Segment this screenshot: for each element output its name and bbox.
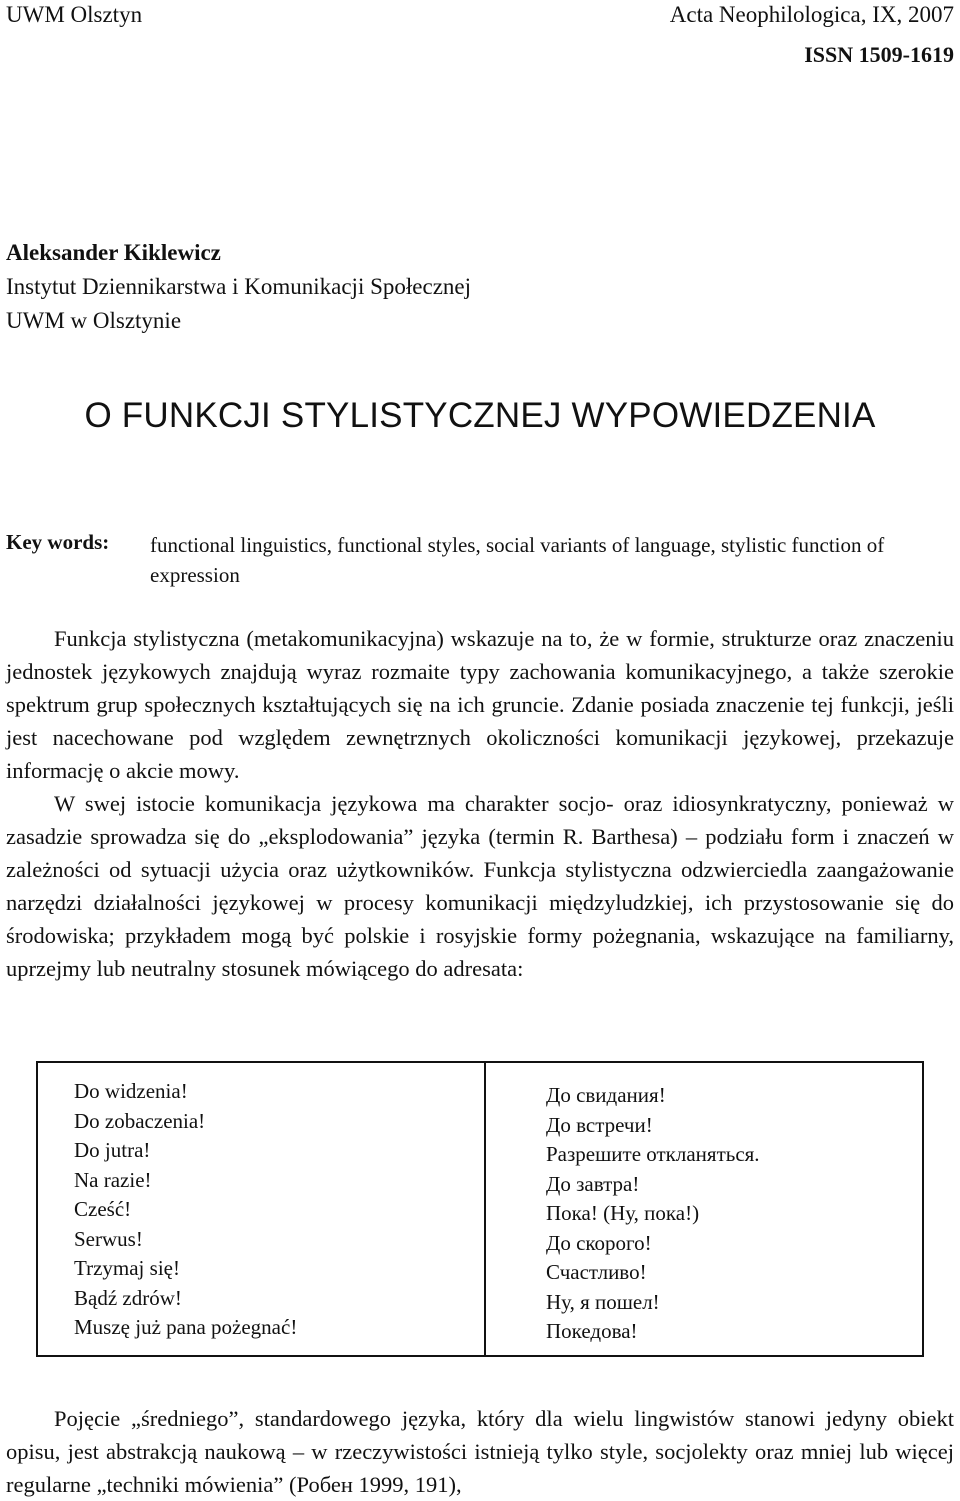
paragraph-1: Funkcja stylistyczna (metakomunikacyjna) wskazuje na to, że w formie, strukturze oraz znaczeniu jednostek językowych znajdują wyraz rozmaite typy zachowania komunikacyjnego, a także szerokie spektrum grup społecznych kształtujących się na ich gruncie. Zdanie posiada znaczenie tej funkcji, jeśli jest nacechowane pod względem zewnętrznych okoliczności komunikacji językowej, przekazuje informację o akcie mowy. — [6, 626, 954, 783]
russian-farewell: До завтра! — [546, 1171, 640, 1196]
russian-farewell: Ну, я пошел! — [546, 1289, 660, 1314]
polish-farewell: Trzymaj się! — [74, 1256, 180, 1280]
polish-farewell: Muszę już pana pożegnać! — [74, 1315, 298, 1339]
article-title: O FUNKCJI STYLISTYCZNEJ WYPOWIEDZENIA — [84, 396, 876, 435]
russian-farewell: До встречи! — [546, 1112, 653, 1137]
journal-issue: Acta Neophilologica, IX, 2007 — [669, 2, 954, 27]
polish-farewells-column — [74, 1077, 297, 1343]
russian-farewell: Счастливо! — [546, 1260, 647, 1284]
polish-farewell: Do zobaczenia! — [74, 1108, 206, 1133]
russian-farewells-column — [546, 1081, 760, 1347]
russian-farewell: Разрешите откланяться. — [546, 1142, 760, 1166]
polish-farewell: Na razie! — [74, 1167, 152, 1192]
body-text-bottom — [6, 1402, 954, 1501]
russian-farewell: Покедова! — [546, 1319, 638, 1343]
polish-farewell: Cześć! — [74, 1197, 132, 1221]
keywords-text: functional linguistics, functional styles, social variants of language, stylistic function of expression — [150, 533, 885, 587]
paragraph-2: W swej istocie komunikacja językowa ma charakter socjo- oraz idiosynkratyczny, ponieważ w zasadzie sprowadza się do „eksplodowania” języka (termin R. Barthesa) – podziału form i znaczeń w zależności od sytuacji użycia oraz użytkowników. Funkcja stylistyczna odzwierciedla zaangażowanie narzędzi działalności językowej w procesy komunikacji międzyludzkiej, ich przystosowanie się do środowiska; przykładem mogą być polskie i rosyjskie formy pożegnania, wskazujące na familiarny, uprzejmy lub neutralny stosunek mówiącego do adresata: — [6, 791, 954, 981]
author-name: Aleksander Kiklewicz — [6, 240, 221, 265]
author-block — [6, 236, 471, 338]
issn-number: ISSN 1509-1619 — [804, 42, 954, 67]
author-university: UWM w Olsztynie — [6, 308, 182, 333]
paragraph-3: Pojęcie „średniego”, standardowego języka, który dla wielu lingwistów stanowi jedyny obiekt opisu, jest abstrakcją naukową – w rzeczywistości istnieją tylko style, socjolekty oraz mniej lub więcej regularne „techniki mówienia” (Робен 1999, 191), — [6, 1406, 954, 1497]
polish-farewell: Serwus! — [74, 1226, 143, 1251]
column-divider — [484, 1063, 486, 1355]
polish-farewell: Do jutra! — [74, 1138, 151, 1162]
farewell-table — [36, 1061, 924, 1357]
polish-farewell: Do widzenia! — [74, 1079, 188, 1103]
journal-publisher: UWM Olsztyn — [6, 2, 143, 27]
body-text-top — [6, 622, 954, 985]
polish-farewell: Bądź zdrów! — [74, 1285, 182, 1310]
russian-farewell: Пока! (Ну, пока!) — [546, 1201, 700, 1225]
russian-farewell: До скорого! — [546, 1230, 652, 1255]
russian-farewell: До свидания! — [546, 1083, 666, 1107]
keywords-label: Key words: — [6, 530, 110, 554]
author-institute: Instytut Dziennikarstwa i Komunikacji Społecznej — [6, 274, 471, 299]
